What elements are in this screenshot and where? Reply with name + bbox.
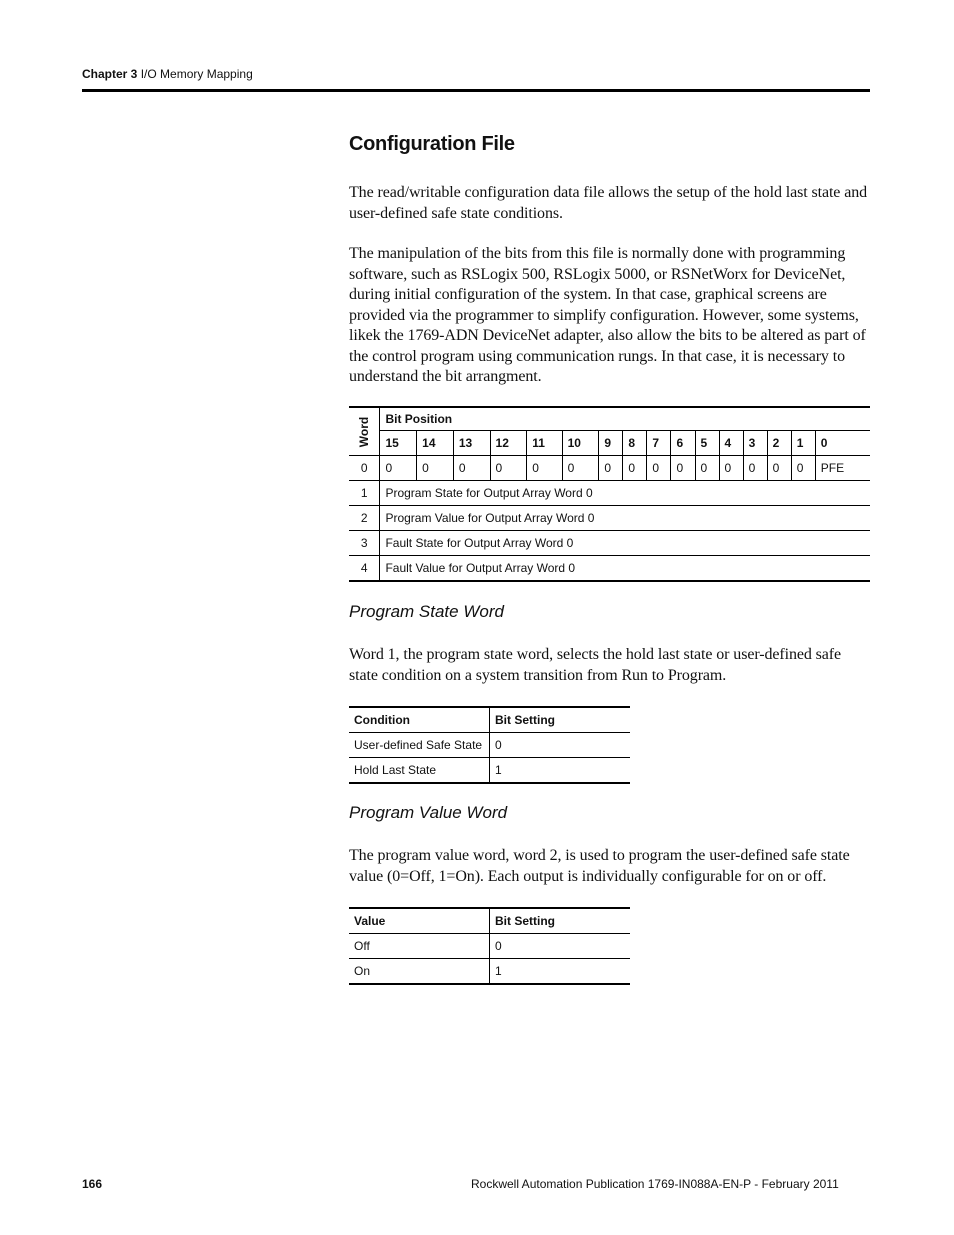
header-rule [82,89,870,92]
table-cell: 0 [490,733,631,758]
program-value-heading: Program Value Word [349,803,508,822]
publication-info: Rockwell Automation Publication 1769-IN088A-EN-P - February 2011 [471,1177,839,1191]
bit-value-cell: 0 [767,456,791,481]
table-row [349,531,870,556]
bit-value-cell: 0 [623,456,647,481]
bit-value-cell: 0 [453,456,490,481]
row-description: Fault State for Output Array Word 0 [380,531,870,556]
header-cell: Bit Setting [490,908,631,934]
bit-number-header: 2 [767,431,791,456]
bit-number-header: 4 [719,431,743,456]
bit-value-cell: 0 [719,456,743,481]
row-description: Fault Value for Output Array Word 0 [380,556,870,582]
bit-value-cell: 0 [695,456,719,481]
section-label: I/O Memory Mapping [140,67,253,81]
bit-number-header: 0 [815,431,870,456]
bit-value-cell: 0 [647,456,671,481]
program-value-paragraph: The program value word, word 2, is used to program the user-defined safe state value (0=Off, 1=On). Each output is individually configurable for on or off. [349,847,850,885]
table-row [349,934,630,959]
table-row [349,733,630,758]
program-state-table [349,706,630,784]
bit-position-table [349,406,870,582]
bit-number-header: 10 [562,431,599,456]
bit-number-header: 1 [791,431,815,456]
table-cell: 0 [490,934,631,959]
bit-number-header: 15 [380,431,417,456]
bit-number-header: 14 [417,431,454,456]
manipulation-paragraph: The manipulation of the bits from this file is normally done with programming software, such as RSLogix 500, RSLogix 5000, or RSNetWorx for DeviceNet, during initial configuration of the system. In that case, graphical screens are provided via the programmer to simplify configuration. However, some systems, likek the 1769-ADN DeviceNet adapter, also allow the bits to be altered as part of the control program using communication rungs. In that case, it is necessary to understand the bit arrangment. [349,245,866,385]
word-cell: 3 [349,531,380,556]
bit-number-header: 8 [623,431,647,456]
table-row [349,506,870,531]
word-cell: 2 [349,506,380,531]
table-cell: Hold Last State [349,758,490,784]
intro-paragraph: The read/writable configuration data file allows the setup of the hold last state and user-defined safe state conditions. [349,184,867,222]
program-value-table [349,907,630,985]
table-row [349,556,870,582]
row-description: Program State for Output Array Word 0 [380,481,870,506]
bit-number-header: 11 [527,431,562,456]
bit-value-cell: 0 [671,456,695,481]
table-row [349,456,870,481]
table-header-row [349,707,630,733]
bit-value-cell: 0 [562,456,599,481]
bit-position-header: Bit Position [380,407,870,431]
word-header-cell [349,407,380,456]
bit-value-cell: 0 [490,456,527,481]
bit-value-cell: 0 [527,456,562,481]
word-header: Word [357,416,372,447]
bit-number-header: 9 [599,431,623,456]
table-cell: 1 [490,959,631,985]
bit-number-header: 3 [743,431,767,456]
bit-number-header: 12 [490,431,527,456]
chapter-label: Chapter 3 [82,67,138,81]
word-cell: 1 [349,481,380,506]
bit-number-header: 13 [453,431,490,456]
bit-number-header: 6 [671,431,695,456]
table-row [349,758,630,784]
table-cell: User-defined Safe State [349,733,490,758]
header-cell: Bit Setting [490,707,631,733]
header-cell: Condition [354,713,410,727]
bit-value-cell: PFE [815,456,870,481]
bit-header-row [349,431,870,456]
page-title: Configuration File [349,133,515,155]
word-cell: 4 [349,556,380,582]
header-cell: Value [354,914,386,928]
program-state-paragraph: Word 1, the program state word, selects the hold last state or user-defined safe state condition on a system transition from Run to Program. [349,646,842,684]
row-description: Program Value for Output Array Word 0 [380,506,870,531]
bit-number-header: 5 [695,431,719,456]
bit-value-cell: 0 [599,456,623,481]
table-header-row [349,908,630,934]
program-state-heading: Program State Word [349,602,504,621]
word-cell: 0 [349,456,380,481]
bit-value-cell: 0 [380,456,417,481]
bit-number-header: 7 [647,431,671,456]
running-header [82,67,253,81]
table-row [349,481,870,506]
bit-value-cell: 0 [791,456,815,481]
table-cell: On [349,959,490,985]
table-row [349,959,630,985]
table-cell: Off [349,934,490,959]
table-cell: 1 [490,758,631,784]
bit-value-cell: 0 [417,456,454,481]
page-number: 166 [82,1177,103,1191]
bit-value-cell: 0 [743,456,767,481]
